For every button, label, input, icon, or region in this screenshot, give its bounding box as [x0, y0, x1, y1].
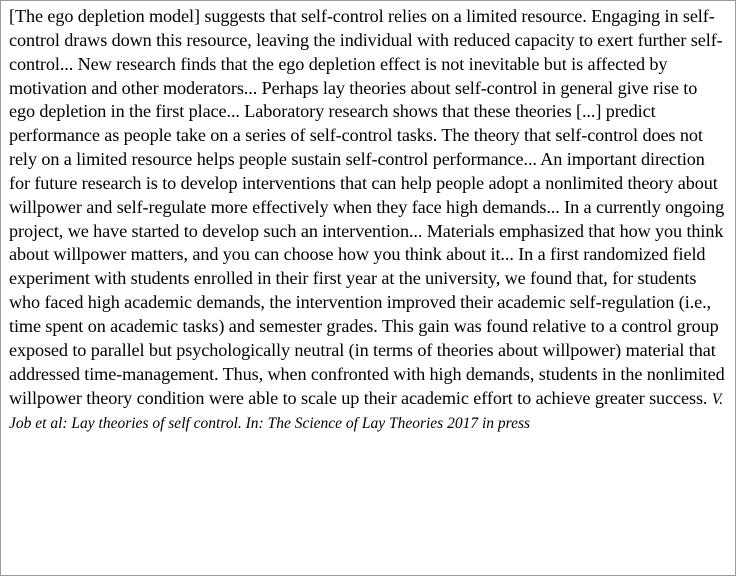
quote-text: [The ego depletion model] suggests that self-control relies on a limited resource. Engaging in self-control draws down this resource, leaving the individual with reduced capacity to exert further self-control... New research finds that the ego depletion effect is not inevitable but is affected by motivation and other moderators... Perhaps lay theories about self-control in general give rise to ego depletion in the first place... Laboratory research shows that these theories [...] predict performance as people take on a series of self-control tasks. The theory that self-control does not rely on a limited resource helps people sustain self-control performance... An important direction for future research is to develop interventions that can help people adopt a nonlimited theory about willpower and self-regulate more effectively when they face high demands... In a currently ongoing project, we have started to develop such an intervention... Materials emphasized that how you think about willpower matters, and you can choose how you think about it... In a first randomized field experiment with students enrolled in their first year at the university, we found that, for students who faced high academic demands, the intervention improved their academic self-regulation (i.e., time spent on academic tasks) and semester grades. This gain was found relative to a control group exposed to parallel but psychologically neutral (in terms of theories about willpower) material that addressed time-management. Thus, when confronted with high demands, students in the nonlimited willpower theory condition were able to scale up their academic effort to achieve greater success.	[9, 6, 725, 408]
quote-paragraph	[9, 5, 727, 436]
citation: V. Job et al: Lay theories of self control. In: The Science of Lay Theories 2017 in press	[9, 390, 724, 433]
